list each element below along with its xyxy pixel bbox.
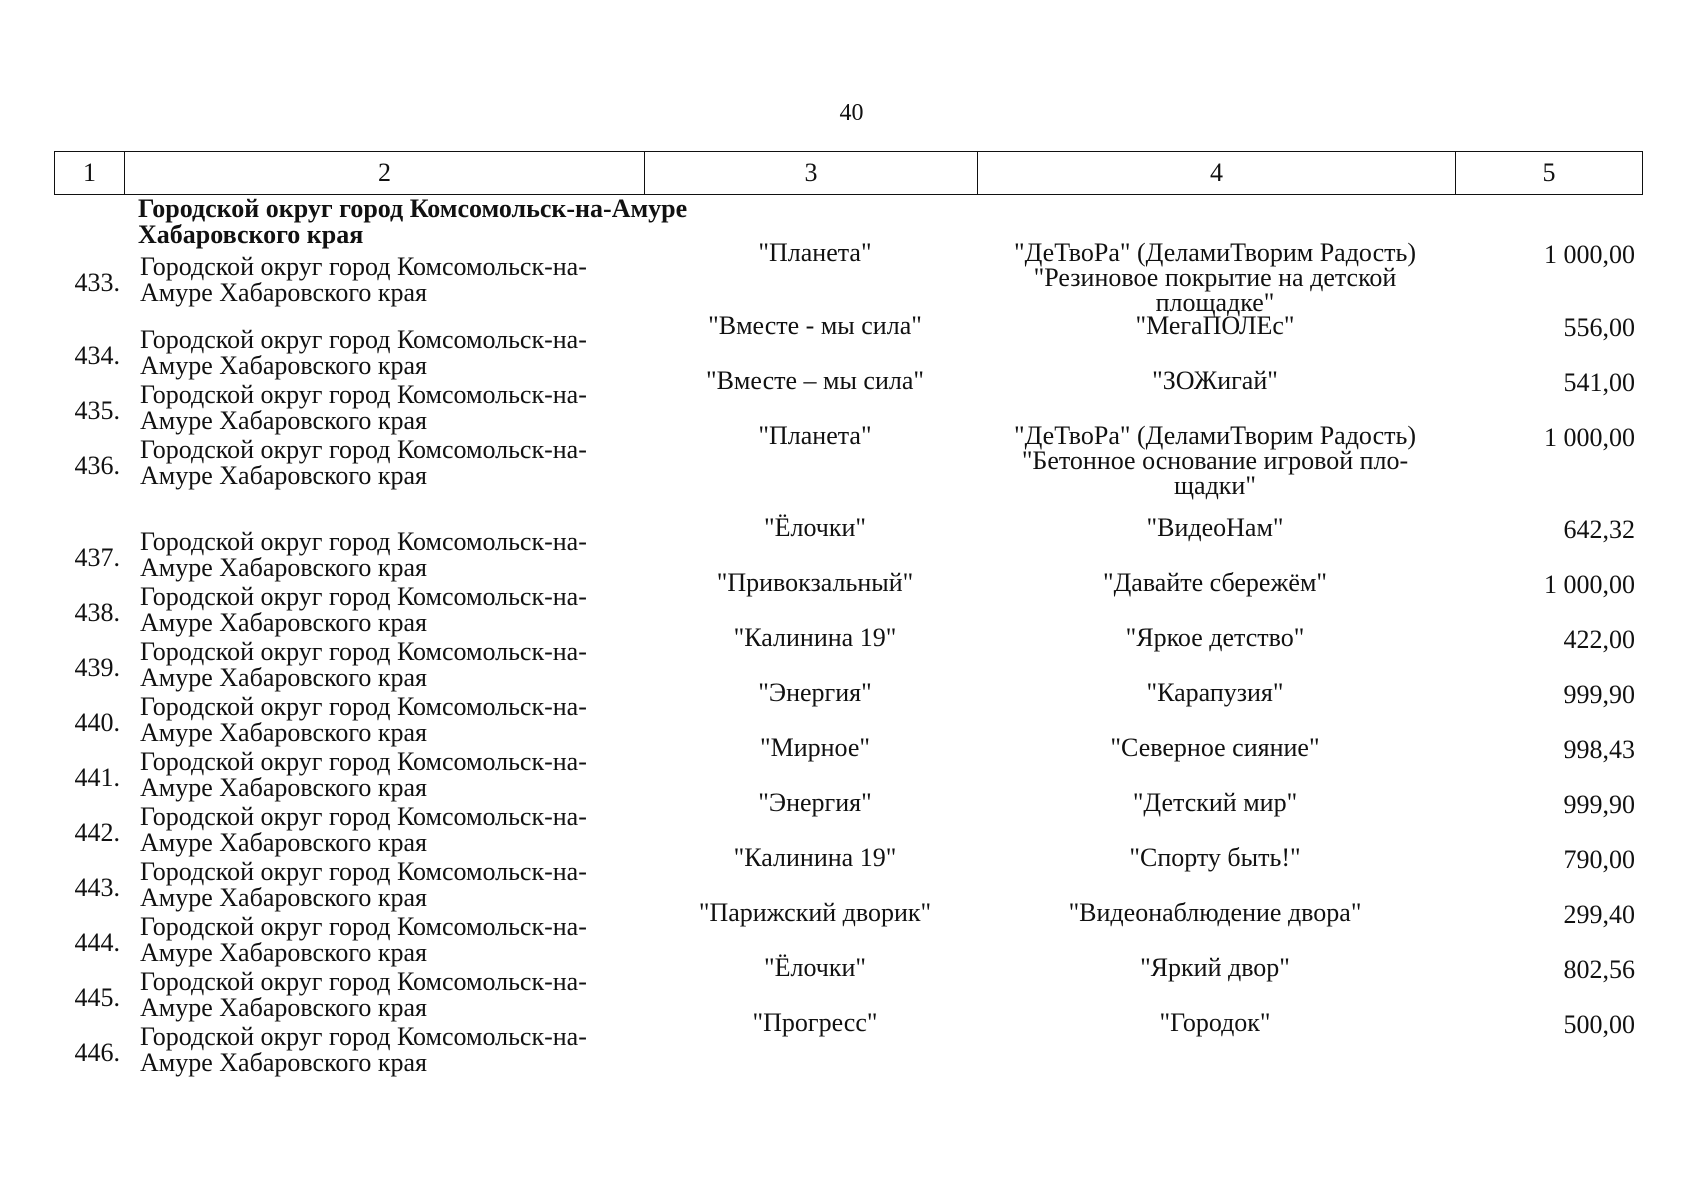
- amount: 999,90: [1563, 680, 1635, 709]
- column-header-2: 2: [125, 152, 645, 195]
- project-name: [980, 570, 1450, 595]
- district-name: "Привокзальный": [716, 568, 914, 597]
- section-heading-line-1: Городской округ город Комсомольск-на-Амуре: [138, 194, 688, 223]
- municipality-line-2: Амуре Хабаровского края: [140, 773, 427, 802]
- municipality-line-2: Амуре Хабаровского края: [140, 938, 427, 967]
- row-number: 437.: [74, 543, 120, 572]
- municipality-line-2: Амуре Хабаровского края: [140, 883, 427, 912]
- project-line-1: "Северное сияние": [1110, 733, 1320, 762]
- project-name: [980, 900, 1450, 925]
- project-line-1: "Давайте сбережём": [1102, 568, 1328, 597]
- amount: 422,00: [1563, 625, 1635, 654]
- municipality-line-2: Амуре Хабаровского края: [140, 993, 427, 1022]
- district-name: "Энергия": [758, 678, 872, 707]
- municipality-line-2: Амуре Хабаровского края: [140, 278, 427, 307]
- municipality-line-1: Городской округ город Комсомольск-на-: [140, 747, 587, 776]
- municipality-line-2: Амуре Хабаровского края: [140, 663, 427, 692]
- project-name: [980, 368, 1450, 393]
- row-number: 442.: [74, 818, 120, 847]
- section-heading-line-2: Хабаровского края: [138, 220, 364, 249]
- municipality-line-2: Амуре Хабаровского края: [140, 1048, 427, 1077]
- amount: 999,90: [1563, 790, 1635, 819]
- column-header-4: 4: [978, 152, 1456, 195]
- row-number: 438.: [74, 598, 120, 627]
- municipality-line-1: Городской округ город Комсомольск-на-: [140, 325, 587, 354]
- project-name: [980, 955, 1450, 980]
- district-name: "Вместе – мы сила": [705, 366, 925, 395]
- municipality: [140, 859, 660, 911]
- project-name: [980, 790, 1450, 815]
- page-number: 40: [839, 100, 864, 126]
- municipality: [140, 327, 660, 379]
- project-name: [980, 680, 1450, 705]
- municipality: [140, 529, 660, 581]
- district-name: "Прогресс": [752, 1008, 878, 1037]
- district-name: "Калинина 19": [733, 843, 897, 872]
- amount: 1 000,00: [1544, 240, 1635, 269]
- municipality-line-2: Амуре Хабаровского края: [140, 406, 427, 435]
- row-number: 443.: [74, 873, 120, 902]
- municipality-line-1: Городской округ город Комсомольск-на-: [140, 527, 587, 556]
- amount: 299,40: [1563, 900, 1635, 929]
- project-name: [980, 625, 1450, 650]
- row-number: 444.: [74, 928, 120, 957]
- district-name: "Энергия": [758, 788, 872, 817]
- municipality-line-1: Городской округ город Комсомольск-на-: [140, 967, 587, 996]
- municipality-line-2: Амуре Хабаровского края: [140, 828, 427, 857]
- municipality: [140, 969, 660, 1021]
- district-name: "Парижский дворик": [698, 898, 932, 927]
- municipality: [140, 382, 660, 434]
- amount: 500,00: [1563, 1010, 1635, 1039]
- district-name: "Планета": [758, 238, 872, 267]
- municipality: [140, 639, 660, 691]
- district-name: "Калинина 19": [733, 623, 897, 652]
- project-name: [980, 515, 1450, 540]
- amount: 541,00: [1563, 368, 1635, 397]
- project-line-2: "Бетонное основание игровой пло-: [1021, 446, 1409, 475]
- project-line-1: "ЗОЖигай": [1152, 366, 1278, 395]
- amount: 556,00: [1563, 313, 1635, 342]
- project-line-1: "Городок": [1159, 1008, 1271, 1037]
- municipality-line-1: Городской округ город Комсомольск-на-: [140, 802, 587, 831]
- municipality-line-1: Городской округ город Комсомольск-на-: [140, 380, 587, 409]
- district-name: "Ёлочки": [763, 513, 867, 542]
- row-number: 440.: [74, 708, 120, 737]
- row-number: 434.: [74, 341, 120, 370]
- municipality-line-1: Городской округ город Комсомольск-на-: [140, 912, 587, 941]
- column-header-1: 1: [83, 158, 96, 187]
- municipality-line-1: Городской округ город Комсомольск-на-: [140, 252, 587, 281]
- municipality-line-2: Амуре Хабаровского края: [140, 553, 427, 582]
- project-line-1: "Детский мир": [1132, 788, 1298, 817]
- row-number: 439.: [74, 653, 120, 682]
- municipality: [140, 437, 660, 489]
- project-line-1: "Спорту быть!": [1129, 843, 1301, 872]
- project-name: [980, 313, 1450, 338]
- row-number: 433.: [74, 268, 120, 297]
- amount: 1 000,00: [1544, 570, 1635, 599]
- project-name: [980, 1010, 1450, 1035]
- municipality: [140, 749, 660, 801]
- project-line-1: "ДеТвоРа" (ДеламиТворим Радость): [1014, 421, 1416, 450]
- project-name: [980, 735, 1450, 760]
- municipality: [140, 254, 660, 306]
- amount: 1 000,00: [1544, 423, 1635, 452]
- municipality: [140, 804, 660, 856]
- district-name: "Планета": [758, 421, 872, 450]
- project-name: [980, 240, 1450, 315]
- municipality-line-1: Городской округ город Комсомольск-на-: [140, 582, 587, 611]
- project-line-1: "Видеонаблюдение двора": [1068, 898, 1362, 927]
- municipality-line-2: Амуре Хабаровского края: [140, 351, 427, 380]
- row-number: 446.: [74, 1038, 120, 1067]
- municipality-line-2: Амуре Хабаровского края: [140, 461, 427, 490]
- project-line-2: "Резиновое покрытие на детской: [1033, 263, 1397, 292]
- district-name: "Ёлочки": [763, 953, 867, 982]
- project-name: [980, 423, 1450, 498]
- amount: 642,32: [1563, 515, 1635, 544]
- project-line-1: "Яркий двор": [1140, 953, 1290, 982]
- municipality-line-1: Городской округ город Комсомольск-на-: [140, 435, 587, 464]
- municipality: [140, 914, 660, 966]
- municipality: [140, 584, 660, 636]
- row-number: 445.: [74, 983, 120, 1012]
- municipality-line-2: Амуре Хабаровского края: [140, 718, 427, 747]
- municipality-line-1: Городской округ город Комсомольск-на-: [140, 1022, 587, 1051]
- project-line-3: щадки": [1174, 471, 1256, 500]
- row-number: 436.: [74, 451, 120, 480]
- district-name: "Вместе - мы сила": [708, 311, 922, 340]
- municipality-line-2: Амуре Хабаровского края: [140, 608, 427, 637]
- column-header-3: 3: [645, 152, 978, 195]
- amount: 998,43: [1563, 735, 1635, 764]
- project-line-3: площадке": [1155, 288, 1275, 317]
- column-header-5: 5: [1456, 152, 1643, 195]
- municipality-line-1: Городской округ город Комсомольск-на-: [140, 637, 587, 666]
- project-line-1: "МегаПОЛЕс": [1135, 311, 1295, 340]
- project-name: [980, 845, 1450, 870]
- amount: 790,00: [1563, 845, 1635, 874]
- project-line-1: "Яркое детство": [1125, 623, 1305, 652]
- municipality: [140, 1024, 660, 1076]
- municipality: [140, 694, 660, 746]
- district-name: "Мирное": [759, 733, 871, 762]
- project-line-1: "Карапузия": [1146, 678, 1284, 707]
- row-number: 441.: [74, 763, 120, 792]
- project-line-1: "ВидеоНам": [1146, 513, 1284, 542]
- row-number: 435.: [74, 396, 120, 425]
- amount: 802,56: [1563, 955, 1635, 984]
- municipality-line-1: Городской округ город Комсомольск-на-: [140, 857, 587, 886]
- project-line-1: "ДеТвоРа" (ДеламиТворим Радость): [1014, 238, 1416, 267]
- municipality-line-1: Городской округ город Комсомольск-на-: [140, 692, 587, 721]
